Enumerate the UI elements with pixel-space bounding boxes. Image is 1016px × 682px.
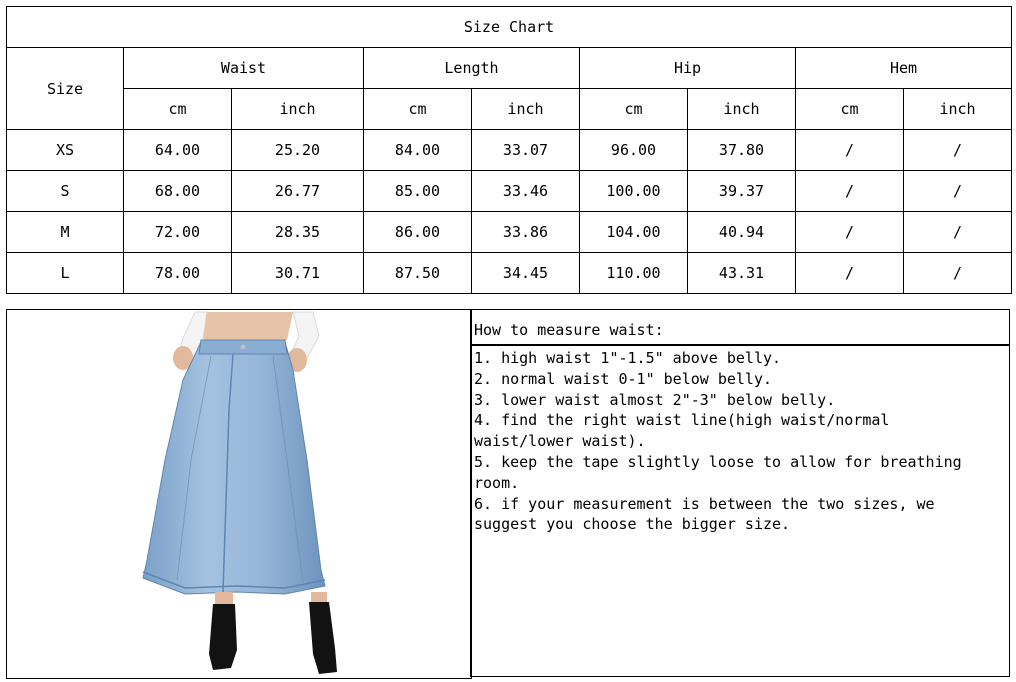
table-cell: 28.35 xyxy=(232,212,364,253)
unit-header: inch xyxy=(472,89,580,130)
table-cell: 85.00 xyxy=(364,171,472,212)
skirt-body xyxy=(143,342,325,594)
left-boot xyxy=(209,604,237,670)
table-cell: 30.71 xyxy=(232,253,364,294)
measure-guide xyxy=(470,309,1010,677)
unit-header: cm xyxy=(580,89,688,130)
group-header-hem: Hem xyxy=(796,48,1012,89)
size-cell: M xyxy=(7,212,124,253)
midriff xyxy=(203,312,293,344)
measure-title: How to measure waist: xyxy=(471,310,1009,346)
table-cell: 34.45 xyxy=(472,253,580,294)
right-boot xyxy=(309,602,337,674)
table-cell: 87.50 xyxy=(364,253,472,294)
skirt-button xyxy=(241,345,246,350)
table-cell: 33.86 xyxy=(472,212,580,253)
unit-header: inch xyxy=(232,89,364,130)
table-row xyxy=(7,171,1012,212)
size-cell: L xyxy=(7,253,124,294)
table-cell: / xyxy=(904,212,1012,253)
table-cell: 43.31 xyxy=(688,253,796,294)
group-header-length: Length xyxy=(364,48,580,89)
table-cell: 37.80 xyxy=(688,130,796,171)
table-cell: 96.00 xyxy=(580,130,688,171)
unit-header: cm xyxy=(364,89,472,130)
measure-instructions: 1. high waist 1"-1.5" above belly. 2. normal waist 0-1" below belly. 3. lower waist almost 2"-3" below belly. 4. find the right waist line(high waist/normal waist/lower waist). 5. keep the tape slightly loose to allow for breathing room. 6. if your measurement is between the two sizes, we suggest you choose the bigger size. xyxy=(474,349,962,534)
unit-row xyxy=(7,89,1012,130)
left-leg xyxy=(215,592,233,606)
table-cell: / xyxy=(904,171,1012,212)
size-chart-table xyxy=(6,6,1012,294)
table-cell: / xyxy=(796,171,904,212)
table-cell: 104.00 xyxy=(580,212,688,253)
size-header: Size xyxy=(7,48,124,130)
table-cell: 78.00 xyxy=(124,253,232,294)
table-cell: 84.00 xyxy=(364,130,472,171)
table-cell: 33.07 xyxy=(472,130,580,171)
table-cell: 26.77 xyxy=(232,171,364,212)
table-row xyxy=(7,253,1012,294)
table-row xyxy=(7,130,1012,171)
table-row xyxy=(7,212,1012,253)
group-header-waist: Waist xyxy=(124,48,364,89)
table-cell: / xyxy=(904,130,1012,171)
size-cell: XS xyxy=(7,130,124,171)
table-cell: / xyxy=(904,253,1012,294)
table-cell: 68.00 xyxy=(124,171,232,212)
table-cell: 72.00 xyxy=(124,212,232,253)
unit-header: cm xyxy=(796,89,904,130)
table-cell: 39.37 xyxy=(688,171,796,212)
table-cell: / xyxy=(796,253,904,294)
denim-skirt-illustration xyxy=(7,310,471,678)
table-cell: 25.20 xyxy=(232,130,364,171)
table-cell: / xyxy=(796,212,904,253)
size-chart-title: Size Chart xyxy=(7,7,1012,48)
unit-header: cm xyxy=(124,89,232,130)
group-header-hip: Hip xyxy=(580,48,796,89)
unit-header: inch xyxy=(688,89,796,130)
size-cell: S xyxy=(7,171,124,212)
table-cell: 64.00 xyxy=(124,130,232,171)
product-image xyxy=(6,309,472,679)
table-cell: / xyxy=(796,130,904,171)
unit-header: inch xyxy=(904,89,1012,130)
table-cell: 86.00 xyxy=(364,212,472,253)
table-cell: 100.00 xyxy=(580,171,688,212)
table-cell: 110.00 xyxy=(580,253,688,294)
table-cell: 40.94 xyxy=(688,212,796,253)
table-cell: 33.46 xyxy=(472,171,580,212)
